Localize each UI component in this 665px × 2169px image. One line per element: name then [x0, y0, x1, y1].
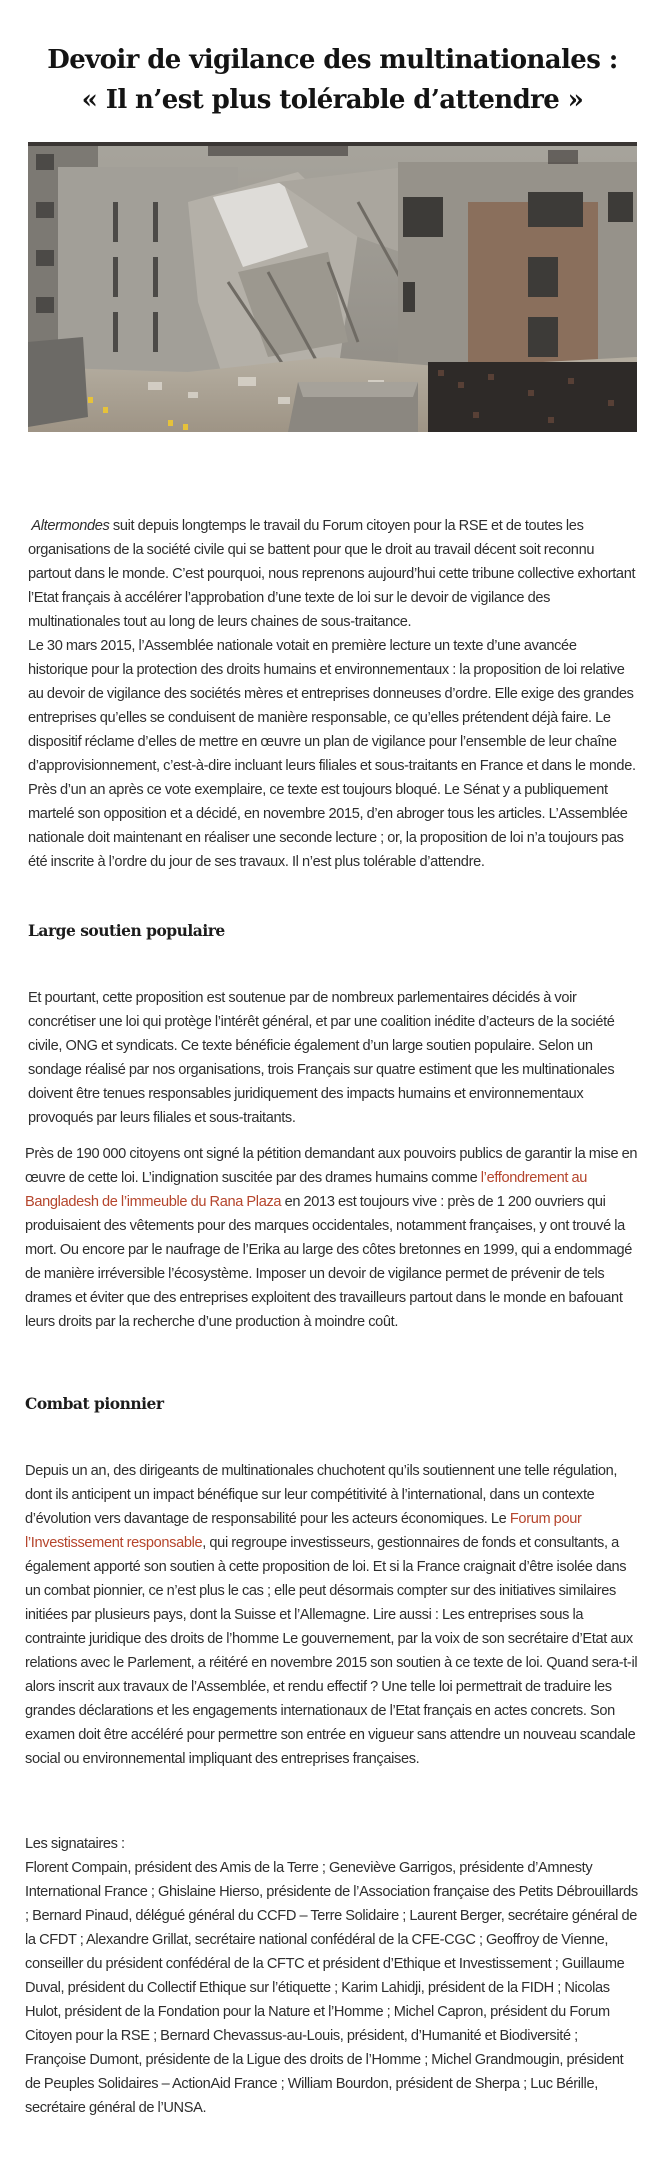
article-title-line-1: Devoir de vigilance des multinationales :	[47, 45, 618, 75]
section-petition-body	[25, 1142, 638, 1334]
publication-name: Altermondes	[31, 518, 110, 534]
collapsed-building-photo	[28, 142, 637, 432]
signatories-label: Les signataires :	[25, 1836, 125, 1852]
petition-text-start: Près de 190 000 citoyens ont signé la pétition demandant aux pouvoirs publics de garantir la mise en œuvre de cette loi. L’indignation suscitée par des drames humains comme	[25, 1146, 638, 1186]
paragraph-petition	[25, 1142, 638, 1334]
forum-investissement-responsable-link[interactable]: Forum pour l’Investissement responsable	[25, 1511, 582, 1551]
section-heading-large-soutien: Large soutien populaire	[28, 921, 225, 940]
intro-paragraph	[28, 514, 638, 634]
combat-text-end: , qui regroupe investisseurs, gestionnaires de fonds et consultants, a également apporté son soutien à cette proposition de loi. Et si la France craignait d’être isolée dans un combat pionnier, ce n’est plus le cas ; elle peut désormais compter sur des initiatives similaires initiées par plusieurs pays, dont la Suisse et l’Allemagne. Lire aussi : Les entreprises sous la contrainte juridique des droits de l’homme Le gouvernement, par la voix de son secrétaire d’Etat aux relations avec le Parlement, a réitéré en novembre 2015 son soutien à ce texte de loi. Quand sera-t-il alors inscrit aux travaux de l’Assemblée, et rendu effectif ? Une telle loi permettrait de traduire les grandes déclarations et les engagements internationaux de l’Etat français en actes concrets. Son examen doit être accéléré pour permettre son entrée en vigueur sans attendre un nouveau scandale social ou environnemental impliquant des entreprises françaises.	[25, 1535, 638, 1767]
hero-image-rana-plaza	[28, 142, 637, 432]
signatories-list: Florent Compain, président des Amis de la Terre ; Geneviève Garrigos, présidente d’Amnesty International France ; Ghislaine Hierso, présidente de l’Association française des Petits Débrouillards ; Bernard Pinaud, délégué général du CCFD – Terre Solidaire ; Laurent Berger, secrétaire général de la CFDT ; Alexandre Grillat, secrétaire national confédéral de la CFE-CGC ; Geoffroy de Vienne, conseiller du président confédéral de la CFTC et président d’Ethique et Investissement ; Guillaume Duval, président du Collectif Ethique sur l’étiquette ; Karim Lahidji, président de la FIDH ; Nicolas Hulot, président de la Fondation pour la Nature et l’Homme ; Michel Capron, président du Forum Citoyen pour la RSE ; Bernard Chevassus-au-Louis, président, d’Humanité et Biodiversité ; Françoise Dumont, présidente de la Ligue des droits de l’Homme ; Michel Grandmougin, président de Peuples Solidaires – ActionAid France ; William Bourdon, président de Sherpa ; Luc Bérille, secrétaire général de l’UNSA.	[25, 1860, 638, 2116]
paragraph-soutien: Et pourtant, cette proposition est soutenue par de nombreux parlementaires décidés à voir concrétiser une loi qui protège l’intérêt général, et par une coalition inédite d’acteurs de la société civile, ONG et syndicats. Ce texte bénéficie également d’un large soutien populaire. Selon un sondage réalisé par nos organisations, trois Français sur quatre estiment que les multinationales doivent être tenues responsables juridiquement des impacts humains et environnementaux provoqués par leurs filiales et sous-traitants.	[28, 990, 615, 1126]
rana-plaza-link[interactable]: l’effondrement au Bangladesh de l’immeuble du Rana Plaza	[25, 1170, 588, 1210]
section-heading-combat-pionnier: Combat pionnier	[25, 1394, 164, 1413]
petition-text-end: en 2013 est toujours vive : près de 1 200 ouvriers qui produisaient des vêtements pour des marques occidentales, notamment françaises, y ont trouvé la mort. Ou encore par le naufrage de l’Erika au large des côtes bretonnes en 1999, qui a endommagé de manière irréversible l’écosystème. Imposer un devoir de vigilance permet de prévenir de tels drames et éviter que des entreprises exploitent des travailleurs partout dans le monde en bafouant leurs droits par la recherche d’une production à moindre coût.	[25, 1194, 633, 1330]
signatories-section	[25, 1832, 638, 2120]
intro-section	[28, 514, 638, 874]
section-large-soutien-body	[28, 986, 638, 1130]
paragraph-assemblee: Le 30 mars 2015, l’Assemblée nationale votait en première lecture un texte d’une avancée historique pour la protection des droits humains et environnementaux : la proposition de loi relative au devoir de vigilance des sociétés mères et entreprises donneuses d’ordre. Elle exige des grandes entreprises qu’elles se conduisent de manière responsable, ce qu’elles prétendent déjà faire. Le dispositif réclame d’elles de mettre en œuvre un plan de vigilance pour l’ensemble de leur chaîne d’approvisionnement, c’est-à-dire incluant leurs filiales et sous-traitants en France et dans le monde. Près d’un an après ce vote exemplaire, ce texte est toujours bloqué. Le Sénat y a publiquement martelé son opposition et a décidé, en novembre 2015, d’en abroger tous les articles. L’Assemblée nationale doit maintenant en réaliser une seconde lecture ; or, la proposition de loi n’a toujours pas été inscrite à l’ordre du jour de ses travaux. Il n’est plus tolérable d’attendre.	[28, 638, 636, 870]
combat-text-start: Depuis un an, des dirigeants de multinationales chuchotent qu’ils soutiennent une telle régulation, dont ils anticipent un impact bénéfique sur leur compétitivité à l’international, dans un contexte d’évolution vers davantage de responsabilité pour les acteurs économiques. Le	[25, 1463, 618, 1527]
article-title	[0, 40, 665, 120]
paragraph-combat	[25, 1459, 638, 1771]
section-combat-pionnier-body	[25, 1459, 638, 1771]
article-title-line-2: « Il n’est plus tolérable d’attendre »	[81, 85, 584, 115]
intro-text: suit depuis longtemps le travail du Forum citoyen pour la RSE et de toutes les organisations de la société civile qui se battent pour que le droit au travail décent soit reconnu partout dans le monde. C’est pourquoi, nous reprenons aujourd’hui cette tribune collective exhortant l’Etat français à accélérer l’approbation d’une texte de loi sur le devoir de vigilance des multinationales tout au long de leurs chaines de sous-traitance.	[28, 518, 636, 630]
